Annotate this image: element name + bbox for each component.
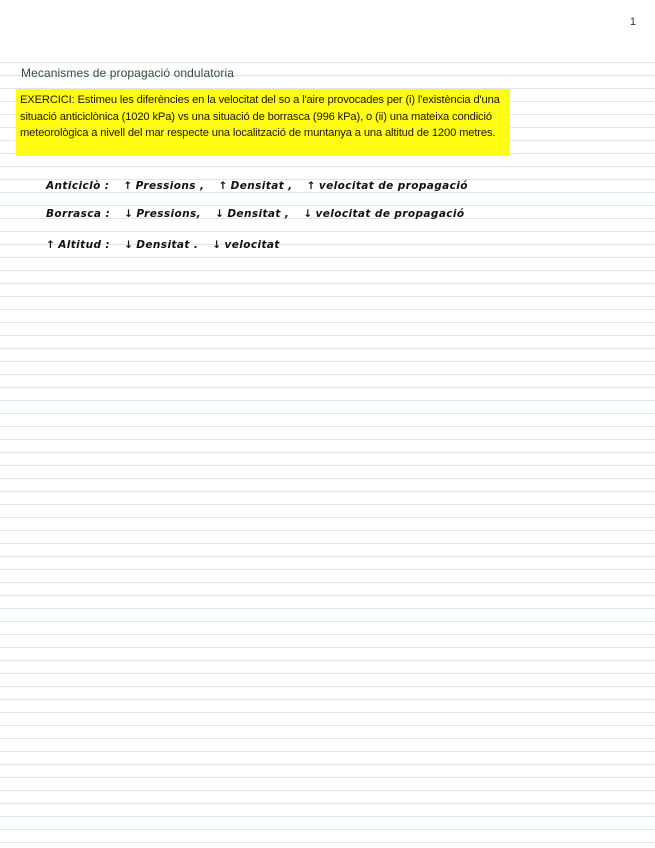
line-label: Borrasca : <box>46 208 111 220</box>
note-item <box>218 180 292 192</box>
note-item <box>215 208 289 220</box>
line-label: Altitud : <box>58 239 111 251</box>
note-item-text: velocitat <box>224 239 280 251</box>
note-item <box>303 208 464 220</box>
note-item <box>124 208 201 220</box>
note-item-text: Pressions , <box>135 180 205 192</box>
note-item <box>123 180 204 192</box>
note-title: Mecanismes de propagació ondulatoria <box>21 66 235 80</box>
note-item-text: velocitat de propagació <box>315 208 465 220</box>
page-number: 1 <box>629 16 636 28</box>
note-item-text: velocitat de propagació <box>318 180 468 192</box>
arrow-up-icon: ↑ <box>306 180 316 192</box>
arrow-up-icon: ↑ <box>46 239 56 251</box>
note-item-text: Densitat . <box>136 239 199 251</box>
note-item <box>212 239 280 251</box>
note-item-text: Pressions, <box>136 208 202 220</box>
note-item-text: Densitat , <box>227 208 290 220</box>
note-item <box>307 180 468 192</box>
arrow-down-icon: ↓ <box>124 208 134 220</box>
arrow-down-icon: ↓ <box>303 208 313 220</box>
arrow-down-icon: ↓ <box>215 208 225 220</box>
arrow-down-icon: ↓ <box>124 239 134 251</box>
arrow-up-icon: ↑ <box>123 180 133 192</box>
handwritten-line-anticiclo <box>46 180 468 192</box>
exercise-highlight <box>16 89 510 156</box>
exercise-text: EXERCICI: Estimeu les diferències en la velocitat del so a l'aire provocades per (i) l'existència d'una situació anticiclònica (1020 kPa) vs una situació de borrasca (996 kPa), o (ii) una mateixa condició meteorològica a nivell del mar respecte una localització de muntanya a una altitud de 1200 metres. <box>20 94 500 139</box>
arrow-down-icon: ↓ <box>212 239 222 251</box>
arrow-up-icon: ↑ <box>218 180 228 192</box>
note-item <box>124 239 198 251</box>
handwritten-line-altitud <box>46 239 280 251</box>
note-item-text: Densitat , <box>230 180 293 192</box>
handwritten-line-borrasca <box>46 208 465 220</box>
line-label: Anticiclò : <box>46 180 110 192</box>
page-header <box>0 0 655 58</box>
